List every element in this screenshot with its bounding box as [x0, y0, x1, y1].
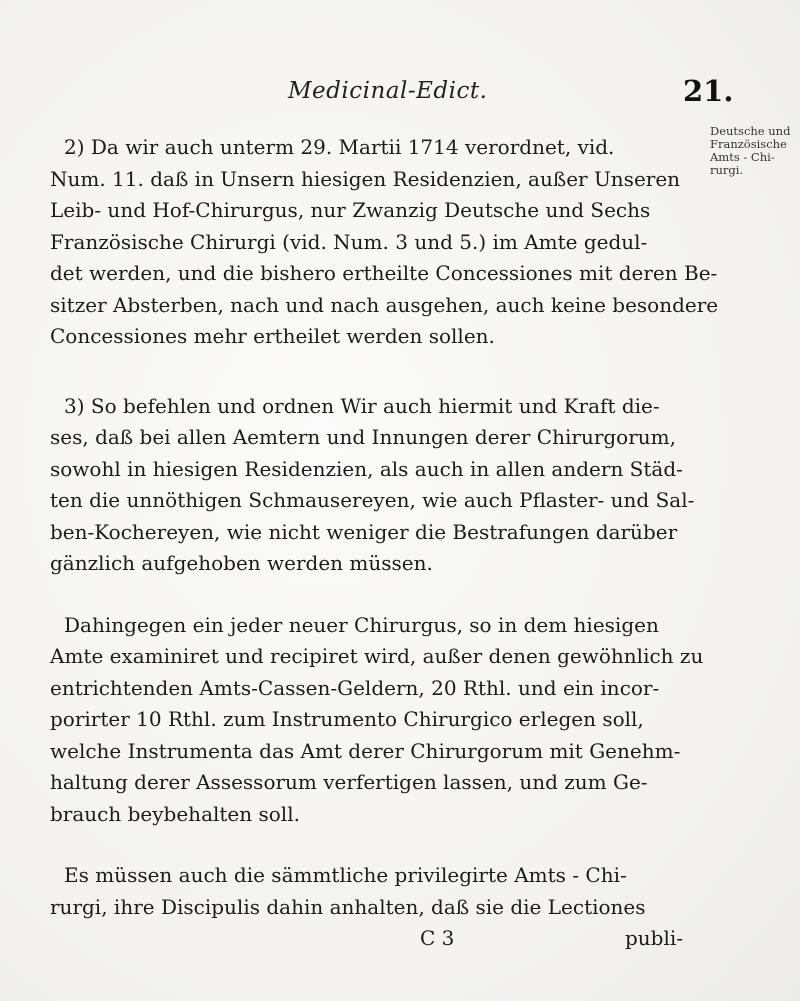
text-line: sowohl in hiesigen Residenzien, als auch in allen andern Städ- — [50, 456, 683, 481]
running-title: Medicinal-Edict. — [288, 78, 488, 104]
paragraph-es-muessen — [50, 860, 705, 955]
margin-note-line: Französische — [710, 137, 787, 151]
text-line: Concessiones mehr ertheilet werden sollen. — [50, 324, 495, 348]
text-line: Dahingegen ein jeder neuer Chirurgus, so in dem hiesigen — [64, 612, 659, 637]
page-number: 21. — [683, 74, 734, 108]
paragraph-2 — [50, 132, 719, 353]
text-line: Leib- und Hof-Chirurgus, nur Zwanzig Deutsche und Sechs — [50, 198, 651, 222]
body-text — [50, 132, 719, 955]
paragraph-3 — [50, 391, 705, 580]
text-line: ses, daß bei allen Aemtern und Innungen derer Chirurgorum, — [50, 425, 676, 449]
text-line: gänzlich aufgehoben werden müssen. — [50, 551, 433, 575]
margin-note-line: rurgi. — [710, 163, 744, 177]
text-line: sitzer Absterben, nach und nach ausgehen, auch keine besondere — [50, 292, 719, 317]
text-line: brauch beybehalten soll. — [50, 801, 300, 826]
margin-note-line: Amts - Chi- — [710, 150, 775, 164]
margin-note-line: Deutsche und — [710, 124, 791, 138]
text-line: Französische Chirurgi (vid. Num. 3 und 5.) im Amte gedul- — [50, 229, 648, 254]
catchword: publi- — [625, 926, 684, 950]
text-line: entrichtenden Amts-Cassen-Geldern, 20 Rthl. und ein incor- — [50, 675, 660, 700]
page-header — [0, 74, 800, 118]
signature-mark: C 3 — [420, 926, 455, 950]
text-line: Num. 11. daß in Unsern hiesigen Residenzien, außer Unseren — [50, 166, 681, 191]
paragraph-dahingegen — [50, 610, 705, 831]
text-line: ten die unnöthigen Schmausereyen, wie auch Pflaster- und Sal- — [50, 488, 695, 512]
text-line: ben-Kochereyen, wie nicht weniger die Bestrafungen darüber — [50, 519, 678, 544]
text-line: 3) So befehlen und ordnen Wir auch hiermit und Kraft die- — [64, 393, 660, 418]
text-line: welche Instrumenta das Amt derer Chirurgorum mit Genehm- — [50, 738, 681, 763]
text-line: Es müssen auch die sämmtliche privilegirte Amts - Chi- — [64, 863, 627, 887]
margin-note — [710, 125, 796, 177]
text-line: Amte examiniret und recipiret wird, außer denen gewöhnlich zu — [50, 644, 704, 668]
footer-line — [50, 923, 705, 955]
text-line: rurgi, ihre Discipulis dahin anhalten, daß sie die Lectiones — [50, 894, 646, 919]
text-line: porirter 10 Rthl. zum Instrumento Chirurgico erlegen soll, — [50, 707, 644, 731]
text-line: haltung derer Assessorum verfertigen lassen, und zum Ge- — [50, 770, 648, 794]
text-line: 2) Da wir auch unterm 29. Martii 1714 verordnet, vid. — [64, 135, 615, 159]
text-line: det werden, und die bishero ertheilte Concessiones mit deren Be- — [50, 261, 718, 285]
